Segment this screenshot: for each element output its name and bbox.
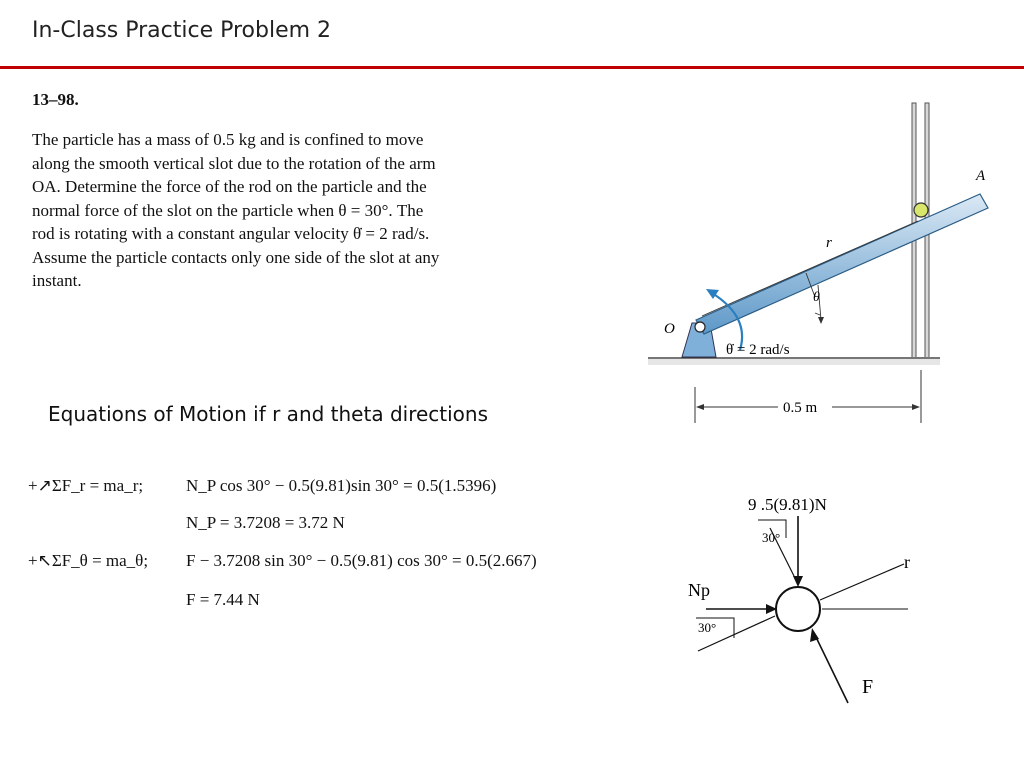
problem-line: rod is rotating with a constant angular velocity θ̇ = 2 rad/s. bbox=[32, 224, 430, 243]
rod-oa bbox=[696, 194, 988, 334]
particle bbox=[914, 203, 928, 217]
np-label: Np bbox=[688, 580, 710, 600]
pivot-o bbox=[695, 322, 705, 332]
f-label: F bbox=[862, 676, 874, 698]
free-body-diagram bbox=[686, 488, 916, 710]
equation: N_P = 3.7208 = 3.72 N bbox=[186, 513, 345, 532]
equation-label: +↗ΣF_r = ma_r; bbox=[28, 476, 144, 495]
angular-velocity-label: θ̇ = 2 rad/s bbox=[726, 342, 790, 358]
weight-label: 9 .5(9.81)N bbox=[748, 495, 827, 514]
section-heading: Equations of Motion if r and theta directions bbox=[48, 402, 489, 426]
r-direction-line bbox=[820, 564, 904, 600]
slide-title: In-Class Practice Problem 2 bbox=[32, 18, 332, 43]
problem-line: instant. bbox=[32, 271, 82, 290]
problem-statement bbox=[32, 128, 532, 293]
problem-number: 13–98. bbox=[32, 90, 79, 109]
r-label: r bbox=[904, 552, 910, 572]
equation: F − 3.7208 sin 30° − 0.5(9.81) cos 30° = 0.5(2.667) bbox=[186, 551, 537, 570]
label-a: A bbox=[976, 168, 986, 184]
problem-line: OA. Determine the force of the rod on the particle and the bbox=[32, 177, 427, 196]
problem-line: normal force of the slot on the particle when θ = 30°. The bbox=[32, 200, 424, 220]
angle-top-label: 30° bbox=[762, 530, 781, 545]
title-divider bbox=[0, 66, 1024, 69]
equation: F = 7.44 N bbox=[186, 590, 260, 609]
label-o: O bbox=[664, 321, 675, 337]
problem-line: The particle has a mass of 0.5 kg and is confined to move bbox=[32, 130, 424, 149]
mechanism-figure bbox=[640, 95, 1010, 435]
problem-line: Assume the particle contacts only one side of the slot at any bbox=[32, 247, 440, 267]
dimension-label: 0.5 m bbox=[783, 400, 818, 416]
angle-left-label: 30° bbox=[698, 620, 717, 635]
label-r: r bbox=[826, 235, 832, 251]
label-theta: θ bbox=[813, 290, 820, 305]
problem-line: along the smooth vertical slot due to the rotation of the arm bbox=[32, 153, 436, 173]
particle-circle bbox=[776, 587, 820, 631]
rod-force-arrow bbox=[814, 633, 848, 703]
equation: N_P cos 30° − 0.5(9.81)sin 30° = 0.5(1.5396) bbox=[186, 476, 497, 495]
equation-label: +↖ΣF_θ = ma_θ; bbox=[28, 551, 149, 570]
